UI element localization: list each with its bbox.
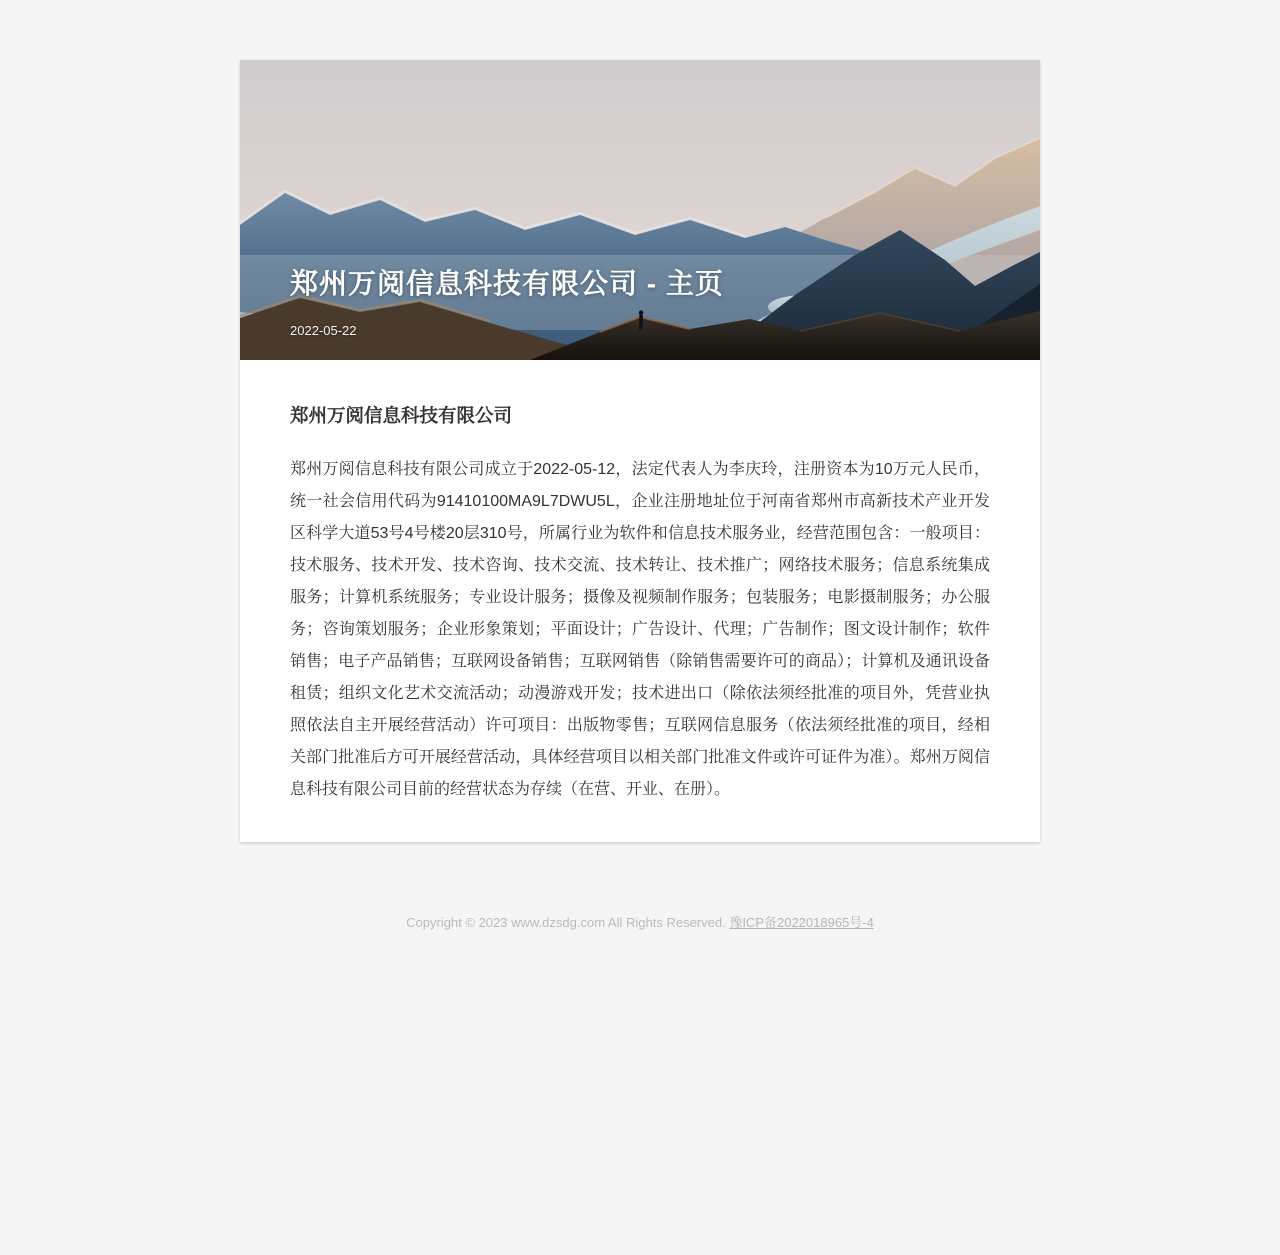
page-footer: [0, 912, 1280, 1131]
hero-title: 郑州万阅信息科技有限公司 - 主页: [290, 268, 724, 299]
page: [0, 60, 1280, 1255]
company-name-heading: 郑州万阅信息科技有限公司: [290, 405, 513, 426]
hero-date: 2022-05-22: [290, 323, 357, 338]
hero-banner: [240, 60, 1040, 360]
company-description-paragraph: 郑州万阅信息科技有限公司成立于2022-05-12，法定代表人为李庆玲，注册资本为10万元人民币，统一社会信用代码为91410100MA9L7DWU5L，企业注册地址位于河南省郑州市高新技术产业开发区科学大道53号4号楼20层310号，所属行业为软件和信息技术服务业，经营范围包含：一般项目：技术服务、技术开发、技术咨询、技术交流、技术转让、技术推广；网络技术服务；信息系统集成服务；计算机系统服务；专业设计服务；摄像及视频制作服务；包装服务；电影摄制服务；办公服务；咨询策划服务；企业形象策划；平面设计；广告设计、代理；广告制作；图文设计制作；软件销售；电子产品销售；互联网设备销售；互联网销售（除销售需要许可的商品）；计算机及通讯设备租赁；组织文化艺术交流活动；动漫游戏开发；技术进出口（除依法须经批准的项目外，凭营业执照依法自主开展经营活动）许可项目：出版物零售；互联网信息服务（依法须经批准的项目，经相关部门批准后方可开展经营活动，具体经营项目以相关部门批准文件或许可证件为准）。郑州万阅信息科技有限公司目前的经营状态为存续（在营、开业、在册）。: [290, 461, 990, 798]
article-content: [240, 360, 1040, 842]
article-card: [240, 60, 1040, 842]
icp-license-link[interactable]: 豫ICP备2022018965号-4: [729, 915, 874, 930]
hero-mountain-image: [240, 60, 1040, 360]
copyright-text: Copyright © 2023 www.dzsdg.com All Rights Reserved.: [406, 915, 730, 930]
